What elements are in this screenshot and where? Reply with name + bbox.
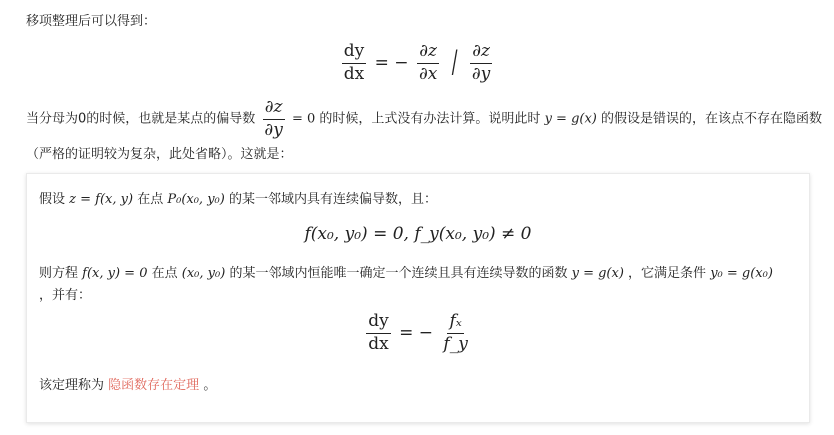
equals-zero: = 0 <box>291 111 316 127</box>
numerator: ∂z <box>417 42 439 64</box>
equals-minus: = − <box>399 323 433 344</box>
fraction-dy-dx <box>366 312 391 354</box>
intro-text: 移项整理后可以得到： <box>26 14 157 29</box>
paragraph-proof-omitted: （严格的证明较为复杂，此处省略）。这就是： <box>26 147 293 162</box>
equation-implicit-derivative <box>27 312 809 354</box>
fraction-partial-z-y <box>262 98 284 140</box>
numerator: dy <box>366 312 391 334</box>
fraction-dz-dx <box>417 42 439 84</box>
numerator: ∂z <box>470 42 492 64</box>
text: 。 <box>203 378 217 393</box>
math-y0-eq-gx0: y₀ = g(x₀) <box>710 266 773 281</box>
fraction-dz-dy <box>470 42 492 84</box>
numerator: ∂z <box>263 98 285 120</box>
denominator: dx <box>368 333 389 354</box>
theorem-box <box>26 173 810 423</box>
theorem-name-line <box>39 374 216 393</box>
text: 在点 <box>137 192 164 207</box>
numerator: dy <box>342 42 367 64</box>
text: 在点 <box>151 266 178 281</box>
math-y-eq-gx: y = g(x) <box>571 266 624 281</box>
math-point-p0: P₀(x₀, y₀) <box>167 192 225 207</box>
text: 的假设是错误的，在该点不存在隐函数 <box>601 111 823 127</box>
text: 当分母为0的时候，也就是某点的偏导数 <box>26 111 256 127</box>
text: 则方程 <box>39 266 79 281</box>
numerator: fₓ <box>447 312 463 334</box>
text: 的某一邻域内恒能唯一确定一个连续且具有连续导数的函数 <box>229 266 568 281</box>
math-fxy-eq-0: f(x, y) = 0 <box>82 266 148 281</box>
denominator: ∂x <box>418 63 438 84</box>
math-z-eq-fxy: z = f(x, y) <box>69 192 134 207</box>
division-slash: / <box>451 45 458 82</box>
denominator: ∂y <box>264 119 283 140</box>
theorem-conditions: f(x₀, y₀) = 0, f_y(x₀, y₀) ≠ 0 <box>304 224 532 244</box>
text: ，它满足条件 <box>628 266 707 281</box>
text: 的时候，上式没有办法计算。说明此时 <box>319 111 541 127</box>
text: 的某一邻域内具有连续偏导数，且： <box>228 192 437 207</box>
fraction-fx-fy <box>441 312 469 354</box>
denominator: dx <box>343 63 365 84</box>
fraction-dy-dx <box>342 42 367 84</box>
theorem-line-3: ，并有： <box>39 288 92 303</box>
theorem-line-2 <box>39 262 773 281</box>
text: 该定理称为 <box>39 378 105 393</box>
paragraph-denominator-zero <box>26 98 822 140</box>
equals-minus: = − <box>374 53 409 74</box>
implicit-function-theorem-link[interactable]: 隐函数存在定理 <box>108 378 200 393</box>
theorem-line-1 <box>39 188 437 207</box>
math-y-eq-gx: y = g(x) <box>544 111 597 127</box>
denominator: f_y <box>443 333 468 354</box>
equation-dy-dx <box>0 42 834 84</box>
text: 假设 <box>39 192 66 207</box>
denominator: ∂y <box>471 63 491 84</box>
math-point-x0-y0: (x₀, y₀) <box>181 266 226 281</box>
